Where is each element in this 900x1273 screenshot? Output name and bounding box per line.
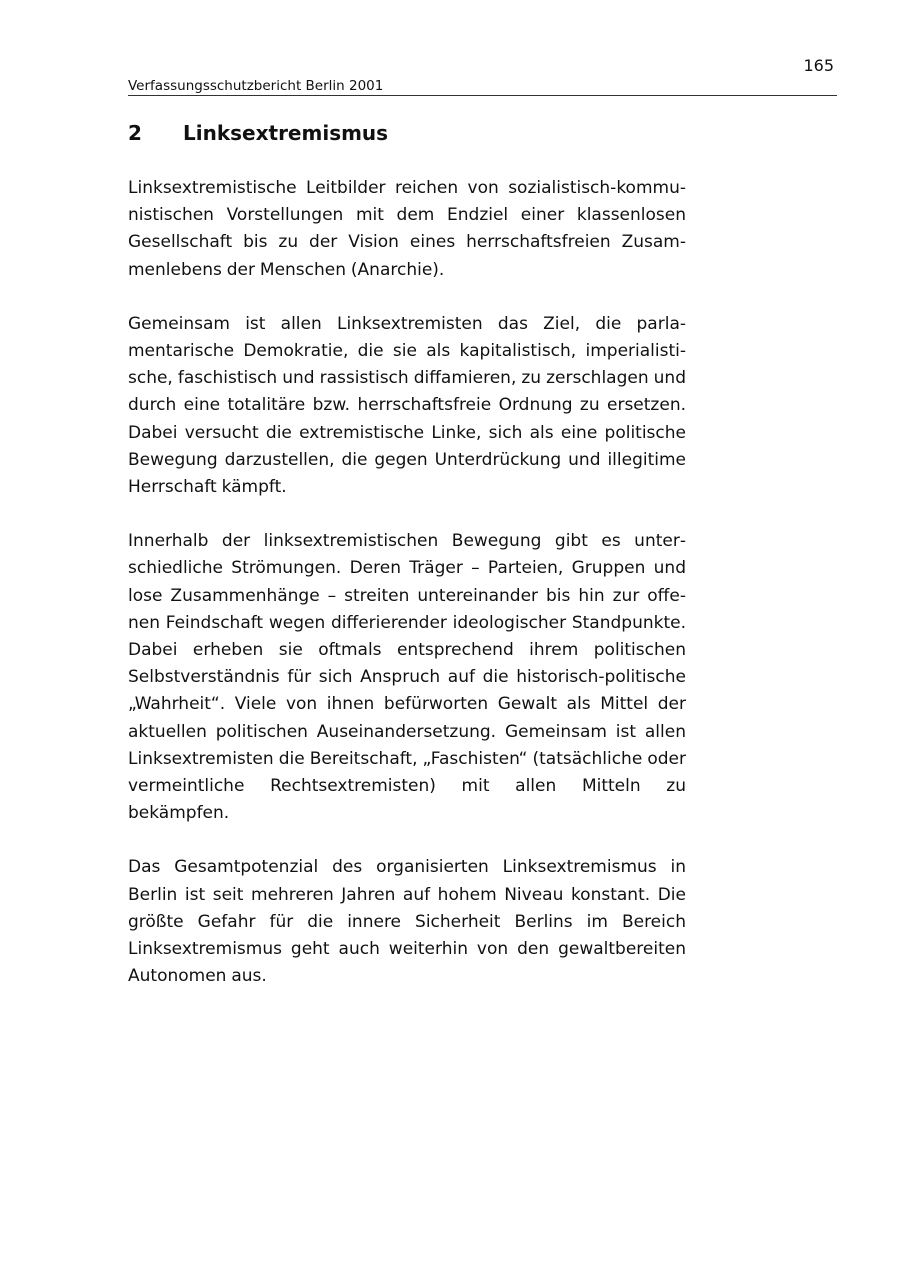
body-text xyxy=(128,175,686,1017)
chapter-number: 2 xyxy=(128,121,142,145)
paragraph: Linksextremistische Leitbilder reichen von sozialistisch-kommunistischen Vorstellungen mit dem Endziel einer klassenlosen Gesellschaft bis zu der Vision eines herrschaftsfreien Zusammenlebens der Menschen (Anarchie). xyxy=(128,178,686,280)
chapter-title: Linksextremismus xyxy=(183,121,389,145)
chapter-heading xyxy=(128,120,388,146)
paragraph: Gemeinsam ist allen Linksextremisten das Ziel, die parlamentarische Demokratie, die sie als kapitalistisch, imperialistische, faschistisch und rassistisch diffamieren, zu zerschlagen und durch eine totalitäre bzw. herrschaftsfreie Ordnung zu ersetzen. Dabei versucht die extremistische Linke, sich als eine politische Bewegung darzustellen, die gegen Unterdrückung und illegitime Herrschaft kämpft. xyxy=(128,313,686,498)
running-header: Verfassungsschutzbericht Berlin 2001 xyxy=(128,77,837,96)
page-number: 165 xyxy=(803,56,834,75)
paragraph: Das Gesamtpotenzial des organisierten Linksextremismus in Berlin ist seit mehreren Jahren auf hohem Niveau konstant. Die größte Gefahr für die innere Sicherheit Berlins im Bereich Linksextremismus geht auch weiterhin von den gewaltbereiten Autonomen aus. xyxy=(128,857,686,987)
paragraph: Innerhalb der linksextremistischen Bewegung gibt es unterschiedliche Strömungen. Deren Träger – Parteien, Gruppen und lose Zusammenhänge – streiten untereinander bis hin zur offenen Feindschaft wegen differierender ideologischer Standpunkte. Dabei erheben sie oftmals entsprechend ihrem politischen Selbstverständnis für sich Anspruch auf die historisch-politische „Wahrheit“. Viele von ihnen befürworten Gewalt als Mittel der aktuellen politischen Auseinandersetzung. Gemeinsam ist allen Linksextremisten die Bereitschaft, „Faschisten“ (tatsächliche oder vermeintliche Rechtsextremisten) mit allen Mitteln zu bekämpfen. xyxy=(128,531,686,824)
